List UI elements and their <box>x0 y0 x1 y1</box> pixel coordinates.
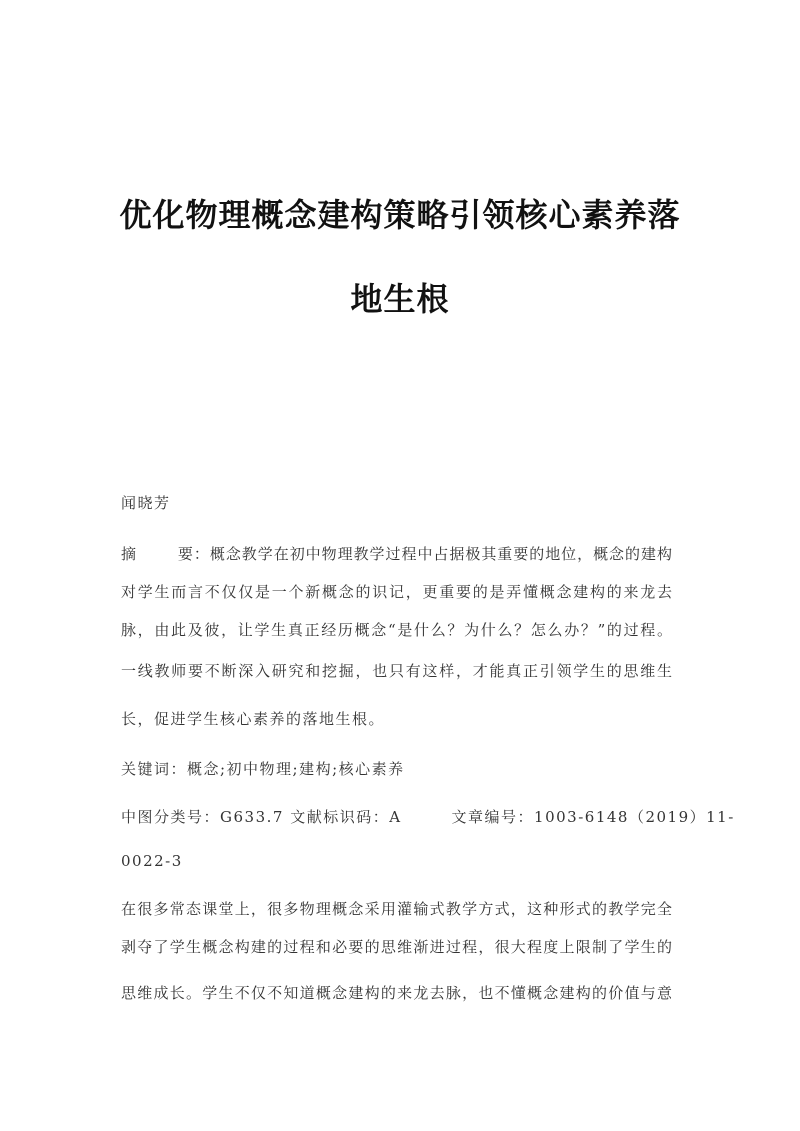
article-number-continued: 0022-3 <box>121 852 183 870</box>
body-line-1: 在很多常态课堂上，很多物理概念采用灌输式教学方式，这种形式的教学完全 <box>121 900 672 918</box>
abstract-label-first: 摘 <box>121 545 137 563</box>
clc-code: 中图分类号：G633.7 文献标识码：A <box>121 808 402 826</box>
abstract-text-1: 概念教学在初中物理教学过程中占据极其重要的地位，概念的建构 <box>209 545 672 563</box>
abstract-label-second: 要： <box>176 545 210 563</box>
abstract-line-4: 一线教师要不断深入研究和挖掘，也只有这样，才能真正引领学生的思维生 <box>121 662 672 680</box>
title-line-1: 优化物理概念建构策略引领核心素养落 <box>119 196 681 234</box>
abstract-line-5: 长，促进学生核心素养的落地生根。 <box>121 710 386 728</box>
abstract-line-3: 脉，由此及彼，让学生真正经历概念“是什么？为什么？怎么办？”的过程。 <box>121 621 672 639</box>
body-line-3: 思维成长。学生不仅不知道概念建构的来龙去脉，也不懂概念建构的价值与意 <box>121 984 672 1002</box>
body-line-2: 剥夺了学生概念构建的过程和必要的思维渐进过程，很大程度上限制了学生的 <box>121 938 672 956</box>
article-number: 文章编号：1003-6148（2019）11- <box>451 808 735 826</box>
author: 闻晓芳 <box>121 494 171 512</box>
title-line-2: 地生根 <box>350 280 450 318</box>
abstract-line-2: 对学生而言不仅仅是一个新概念的识记，更重要的是弄懂概念建构的来龙去 <box>121 583 672 601</box>
classification-line <box>121 807 735 827</box>
abstract-line-1 <box>121 544 672 564</box>
keywords: 关键词：概念;初中物理;建构;核心素养 <box>121 760 405 778</box>
